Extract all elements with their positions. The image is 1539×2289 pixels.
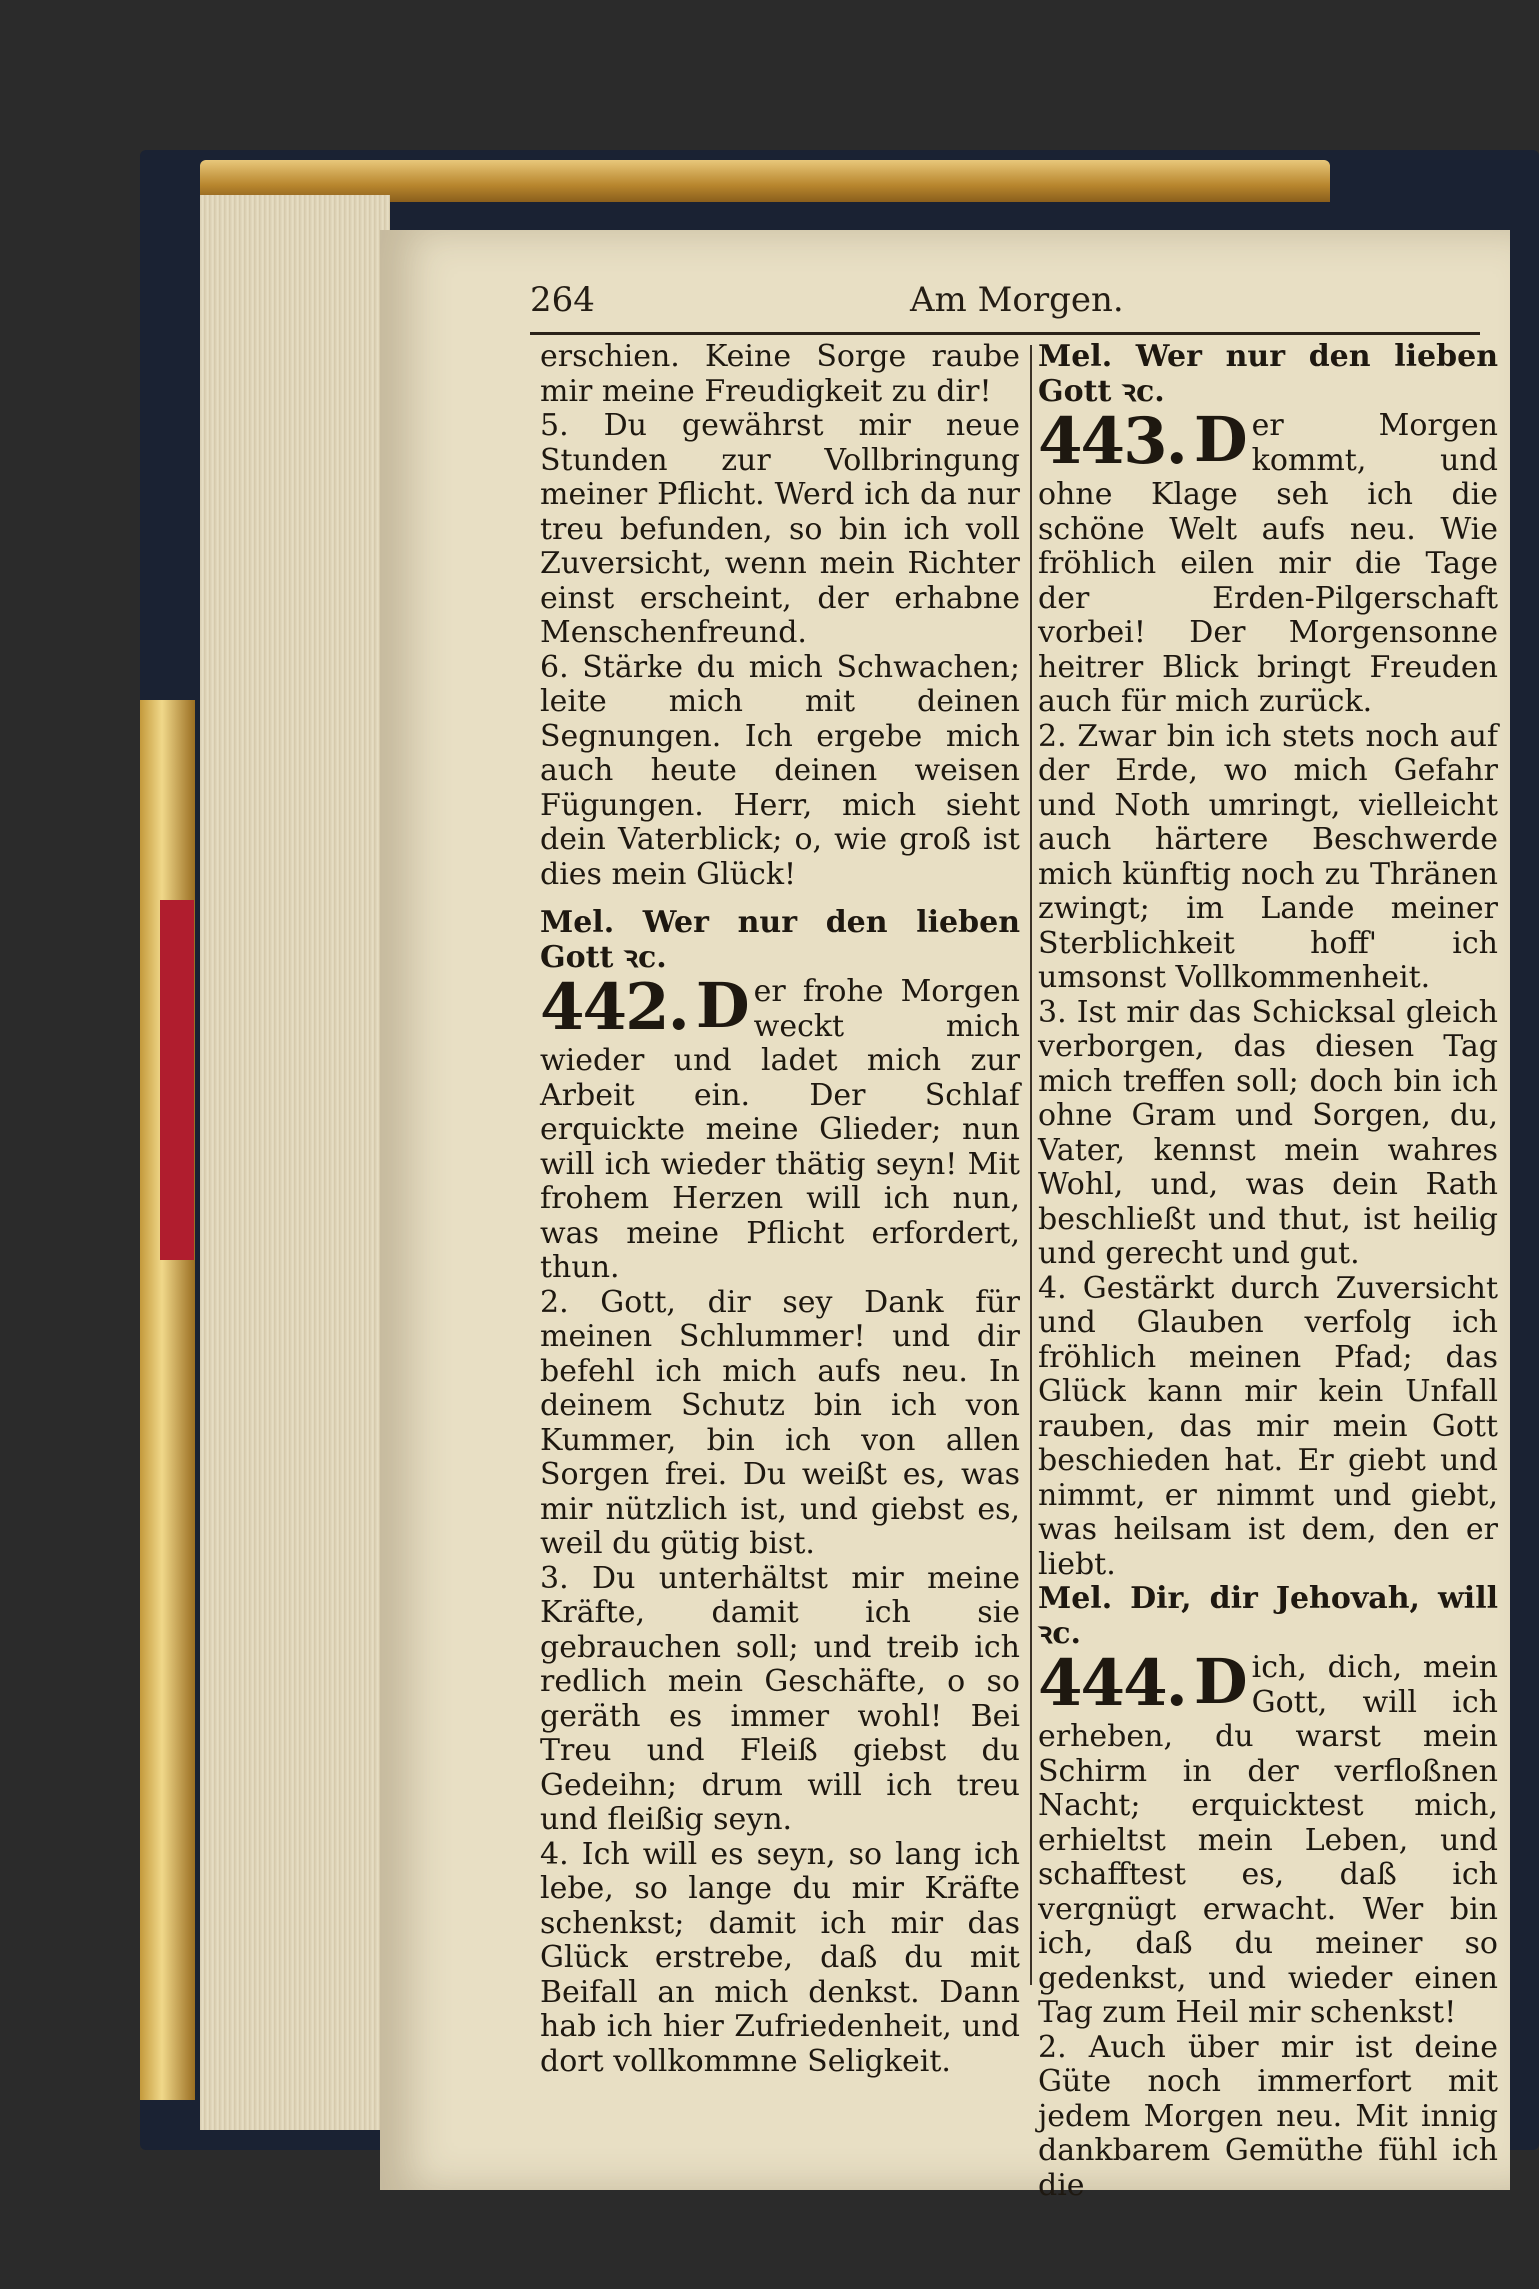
verse-text: er frohe Morgen weckt mich wieder und ladet mich zur Arbeit ein. Der Schlaf erquickte meine Glieder; nun will ich wieder thätig seyn! Mit frohem Herzen will ich nun, was meine Pflicht erfordert, thun. (540, 974, 1020, 1285)
hymn-444 (1038, 1645, 1498, 2031)
verse-text: 2. Auch über mir ist deine Güte noch immerfort mit jedem Morgen neu. Mit innig dankbarem Gemüthe fühl ich die (1038, 2029, 1498, 2203)
verse-text: 6. Stärke du mich Schwachen; leite mich mit deinen Segnungen. Ich ergebe mich auch heute deinen weisen Fügungen. Herr, mich sieht dein Vaterblick; o, wie groß ist dies mein Glück! (540, 649, 1020, 892)
running-title: Am Morgen. (910, 280, 1124, 320)
right-column (1038, 340, 1498, 2203)
column-divider (1030, 345, 1032, 1985)
verse-text: 2. Gott, dir sey Dank für meinen Schlummer! und dir befehl ich mich aufs neu. In deinem Schutz bin ich von Kummer, bin ich von allen Sorgen frei. Du weißt es, was mir nützlich ist, und giebst es, weil du gütig bist. (540, 1284, 1020, 1561)
hymn-442 (540, 969, 1020, 1286)
verse-text: 4. Ich will es seyn, so lang ich lebe, so lange du mir Kräfte schenkst; damit ich mir das Glück erstrebe, daß du mit Beifall an mich denkst. Dann hab ich hier Zufriedenheit, und dort vollkommne Seligkeit. (540, 1836, 1020, 2079)
hymn-number: 444. (1038, 1646, 1186, 1721)
left-column (540, 340, 1020, 2079)
verse-text: 3. Du unterhältst mir meine Kräfte, damit ich sie gebrauchen soll; und treib ich redlich mein Geschäfte, o so geräth es immer wohl! Bei Treu und Fleiß giebst du Gedeihn; drum will ich treu und fleißig seyn. (540, 1560, 1020, 1837)
hymn-443 (1038, 403, 1498, 720)
drop-initial: D (1193, 403, 1248, 476)
page-header (530, 280, 1480, 330)
verse-text: erschien. Keine Sorge raube mir meine Freudigkeit zu dir! (540, 339, 1020, 409)
verse-text: 4. Gestärkt durch Zuversicht und Glauben verfolg ich fröhlich meinen Pfad; das Glück kann mir kein Unfall rauben, das mir mein Gott beschieden hat. Er giebt und nimmt, er nimmt und giebt, was heilsam ist dem, den er liebt. (1038, 1270, 1498, 1582)
verse-text: ich, dich, mein Gott, will ich erheben, du warst mein Schirm in der verfloßnen Nacht; erquicktest mich, erhieltst mein Leben, und schafftest es, daß ich vergnügt erwacht. Wer bin ich, daß du meiner so gedenkst, und wieder einen Tag zum Heil mir schenkst! (1038, 1650, 1498, 2030)
page-number: 264 (530, 280, 595, 320)
melody-line: Mel. Wer nur den lieben Gott ꝛc. (1038, 339, 1498, 409)
drop-initial: D (695, 969, 750, 1042)
verse-text: 2. Zwar bin ich stets noch auf der Erde, wo mich Gefahr und Noth umringt, vielleicht auch härtere Beschwerde mich künftig noch zu Thränen zwingt; im Lande meiner Sterblichkeit hoff' ich umsonst Vollkommenheit. (1038, 718, 1498, 995)
verse-text: 5. Du gewährst mir neue Stunden zur Vollbringung meiner Pflicht. Werd ich da nur treu befunden, so bin ich voll Zuversicht, wenn mein Richter einst erscheint, der erhabne Menschenfreund. (540, 408, 1020, 650)
verse-text: 3. Ist mir das Schicksal gleich verborgen, das diesen Tag mich treffen soll; doch bin ich ohne Gram und Sorgen, du, Vater, kennst mein wahres Wohl, und, was dein Rath beschließt und thut, ist heilig und gerecht und gut. (1038, 994, 1498, 1271)
hymn-number: 442. (540, 970, 688, 1045)
page-block-edge (200, 195, 390, 2130)
melody-line: Mel. Wer nur den lieben Gott ꝛc. (540, 905, 1020, 975)
ribbon-marker (160, 900, 194, 1260)
drop-initial: D (1193, 1645, 1248, 1718)
hymn-number: 443. (1038, 404, 1186, 479)
verse-text: er Morgen kommt, und ohne Klage seh ich die schöne Welt aufs neu. Wie fröhlich eilen mir die Tage der Erden-Pilgerschaft vorbei! Der Morgensonne heitrer Blick bringt Freuden auch für mich zurück. (1038, 408, 1498, 719)
header-rule (530, 332, 1480, 335)
melody-line: Mel. Dir, dir Jehovah, will ꝛc. (1038, 1581, 1498, 1651)
